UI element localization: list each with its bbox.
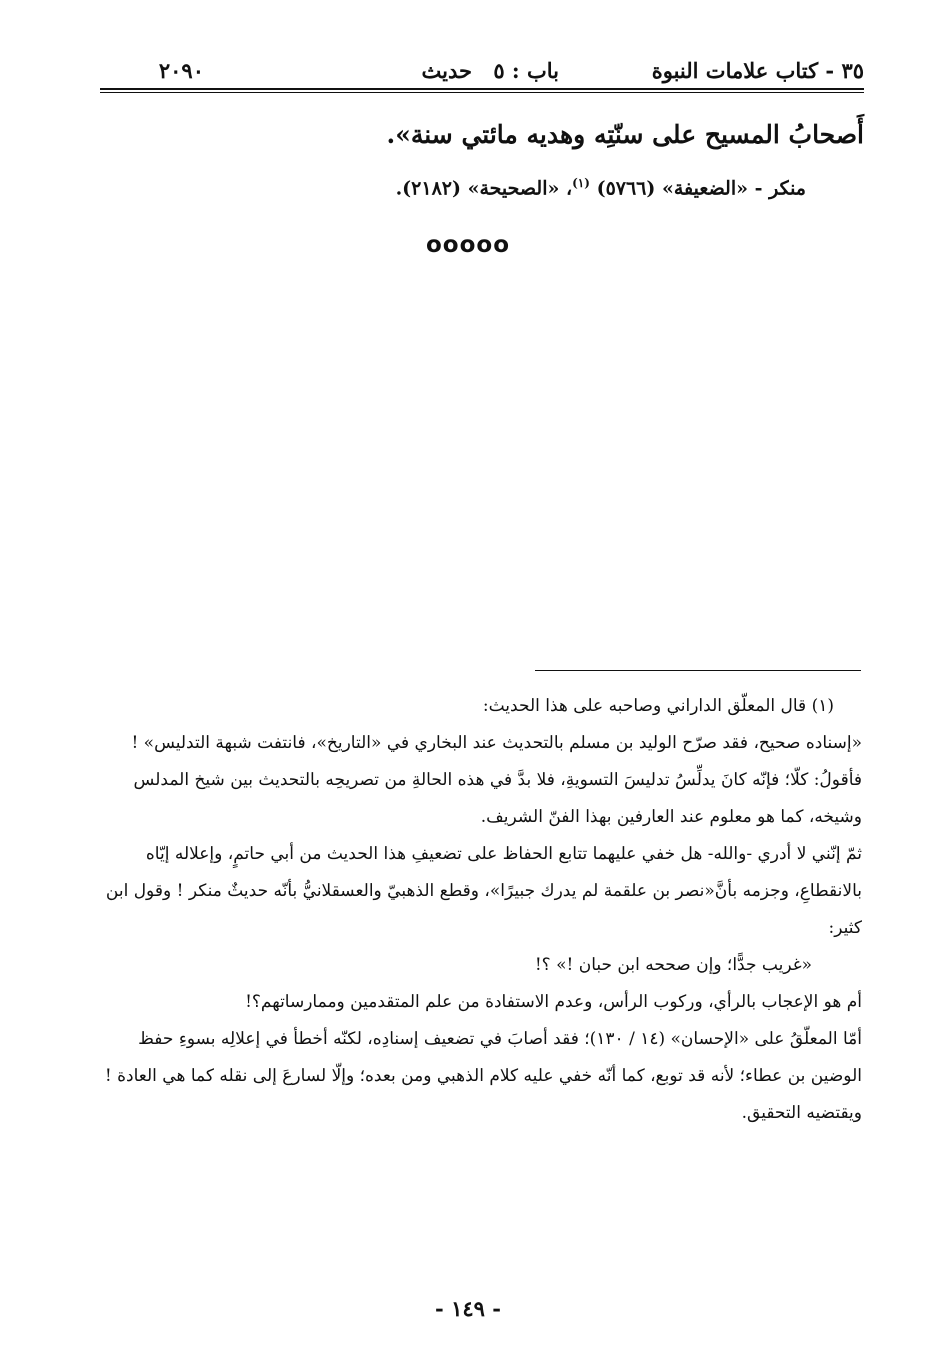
hadith-label: حديث: [421, 58, 472, 83]
book-title: ٣٥ - كتاب علامات النبوة: [651, 58, 864, 83]
footnote-paragraph: فأقولُ: كلّا؛ فإنّه كانَ يدلِّسُ تدليسَ التسويةِ، فلا بدَّ في هذه الحالةِ من تصريحِه بالتحديث بين شيخ المدلس وشيخه، كما هو معلوم عند العارفين بهذا الفنّ الشريف.: [133, 770, 862, 827]
grade-text-continued: ، «الصحيحة» (٢١٨٢).: [395, 177, 573, 200]
chapter-label: باب : ٥: [493, 58, 559, 83]
footnote-paragraph: (١) قال المعلّق الداراني وصاحبه على هذا الحديث:: [482, 696, 834, 716]
hadith-number: ٢٠٩٠: [158, 58, 204, 83]
header-rule: [100, 88, 864, 90]
header-rule-thin: [100, 92, 864, 93]
footnote-paragraph: «غريب جدًّا؛ وإن صححه ابن حبان !» ؟!: [534, 955, 812, 975]
grade-text: منكر - «الضعيفة» (٥٧٦٦): [596, 177, 806, 200]
hadith-text: أَصحابُ المسيح على سنّتِه وهديه مائتي سنة».: [386, 120, 864, 149]
footnotes: [95, 688, 862, 1132]
hadith-grade: [100, 176, 806, 199]
footnote-paragraph: أمّا المعلّقُ على «الإحسان» (١٤ / ١٣٠)؛ فقد أصابَ في تضعيف إسنادِه، لكنّه أخطأ في إعلالِه بسوءِ حفظ الوضين بن عطاء؛ لأنه قد توبع، كما أنّه خفي عليه كلام الذهبي ومن بعده؛ وإلّا لسارعَ إلى نقله كما هي العادة ! ويقتضيه التحقيق.: [104, 1029, 862, 1123]
footnote-marker: (١): [572, 176, 590, 190]
section-separator: ooooo: [425, 232, 510, 258]
footnote-paragraph: ثمّ إنّني لا أدري -والله- هل خفي عليهما تتابع الحفاظ على تضعيفِ هذا الحديث من أبي حاتمٍ، وإعلاله إيّاه بالانقطاعِ، وجزمه بأنَّ«نصر بن علقمة لم يدرك جبيرًا»، وقطع الذهبيّ والعسقلانيُّ بأنّه حديثٌ منكر ! وقول ابن كثير:: [105, 844, 862, 938]
page-number: - ١٤٩ -: [435, 1296, 501, 1321]
footnote-paragraph: أم هو الإعجاب بالرأي، وركوب الرأس، وعدم الاستفادة من علم المتقدمين وممارساتهم؟!: [245, 992, 862, 1012]
footnote-rule: [535, 670, 861, 671]
footnote-paragraph: «إسناده صحيح، فقد صرّح الوليد بن مسلم بالتحديث عند البخاري في «التاريخ»، فانتفت شبهة التدليس» !: [131, 733, 862, 753]
running-header: [100, 52, 864, 86]
